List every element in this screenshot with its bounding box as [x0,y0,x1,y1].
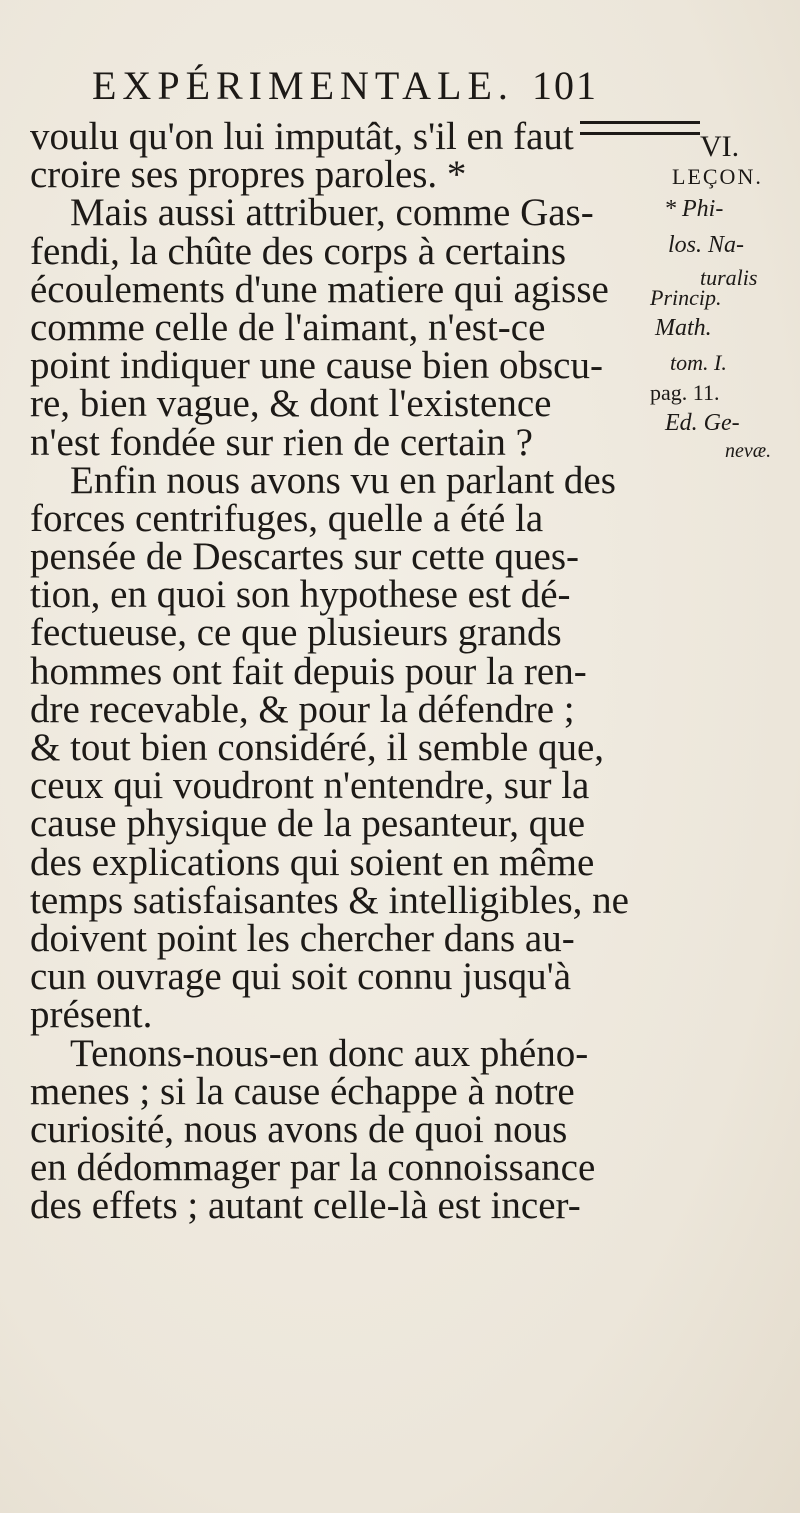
text-line: menes ; si la cause échappe à notre [30,1069,575,1113]
text-line: temps satisfaisantes & intelligibles, ne [30,878,629,922]
text-line: re, bien vague, & dont l'existence [30,382,552,426]
margin-note: Ed. Ge- [665,410,740,436]
text-line: fendi, la chûte des corps à certains [30,229,567,273]
text-line: hommes ont fait depuis pour la ren- [30,649,587,693]
text-line: des explications qui soient en même [30,840,595,884]
text-line: voulu qu'on lui imputât, s'il en faut [30,118,610,156]
text-line: fectueuse, ce que plusieurs grands [30,611,562,655]
text-line: en dédommager par la connoissance [30,1146,596,1190]
margin-section-number: VI. [700,130,740,163]
text-line: tion, en quoi son hypothese est dé- [30,573,571,617]
text-line: pensée de Descartes sur cette ques- [30,535,579,579]
text-line: écoulements d'une matiere qui agisse [30,267,609,311]
margin-note: turalis [700,265,758,290]
text-line: Tenons-nous-en donc aux phéno- [70,1031,589,1075]
text-line: dre recevable, & pour la défendre ; [30,687,575,731]
text-line: présent. [30,993,153,1037]
main-text [30,115,629,1228]
header-title: EXPÉRIMENTALE. [92,63,514,108]
text-line: des effets ; autant celle-là est incer- [30,1184,581,1228]
text-line: Enfin nous avons vu en parlant des [70,458,616,502]
margin-lesson-label: LEÇON. [672,164,763,189]
margin-note: pag. 11. [650,380,720,405]
text-line: cun ouvrage qui soit connu jusqu'à [30,955,572,999]
printed-rule [580,121,700,135]
margin-note: los. Na- [668,232,745,258]
running-header [92,62,652,116]
page-number: 101 [532,63,598,108]
text-line: & tout bien considéré, il semble que, [30,726,605,769]
margin-note: tom. I. [670,350,727,375]
text-line: curiosité, nous avons de quoi nous [30,1107,568,1151]
text-line: forces centrifuges, quelle a été la [30,496,544,540]
text-line: ceux qui voudront n'entendre, sur la [30,764,590,808]
text-line: Mais aussi attribuer, comme Gas- [70,191,594,235]
margin-note: nevæ. [725,440,772,462]
margin-note: * Phi- [664,196,724,222]
margin-note: Princip. [650,285,722,310]
text-line: doivent point les chercher dans au- [30,916,575,960]
text-line: point indiquer une cause bien obscu- [30,344,603,388]
text-line: n'est fondée sur rien de certain ? [30,420,533,464]
text-line: cause physique de la pesanteur, que [30,802,586,846]
text-line: comme celle de l'aimant, n'est-ce [30,305,546,349]
text-line: croire ses propres paroles. * [30,153,467,197]
margin-note: Math. [655,315,712,341]
